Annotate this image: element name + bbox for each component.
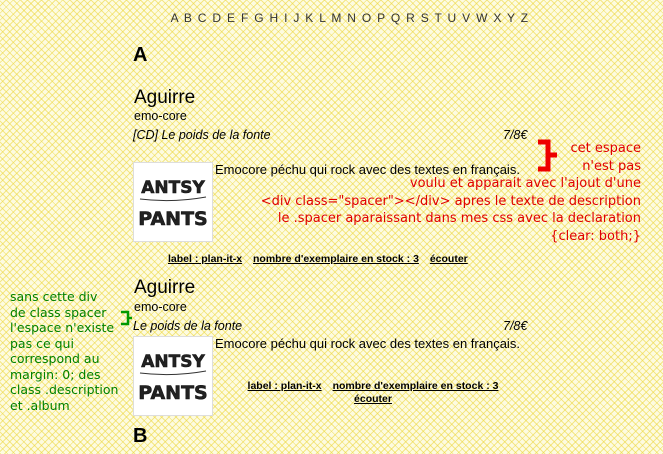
genre: emo-core bbox=[134, 109, 187, 123]
listen-link[interactable]: écouter bbox=[354, 393, 392, 405]
stock-link[interactable]: nombre d'exemplaire en stock : 3 bbox=[332, 380, 499, 392]
price: 7/8€ bbox=[503, 319, 528, 333]
green-bracket-icon bbox=[119, 310, 133, 326]
annotation-line: sans cette div bbox=[10, 289, 98, 304]
description: Emocore péchu qui rock avec des textes en français. bbox=[215, 162, 520, 177]
section-letter-b: B bbox=[133, 425, 148, 447]
annotation-line: le .spacer aparaissant dans mes css avec la declaration bbox=[277, 211, 641, 226]
annotation-line: voulu et apparait avec l'ajout d'une bbox=[409, 176, 641, 191]
annotation-line: cet espace bbox=[570, 141, 641, 156]
album-title: [CD] Le poids de la fonte bbox=[133, 128, 271, 142]
label-link[interactable]: label : plan-it-x bbox=[247, 380, 322, 392]
annotation-line: <div class="spacer"></div> apres le texte de description bbox=[260, 193, 641, 209]
stock-link[interactable]: nombre d'exemplaire en stock : 3 bbox=[253, 253, 419, 265]
cover-text-bottom: PANTS bbox=[138, 208, 208, 230]
annotation-line: {clear: both;} bbox=[550, 228, 641, 244]
cover-text-bottom: PANTS bbox=[138, 382, 208, 404]
artist-name: Aguirre bbox=[134, 277, 196, 298]
cover-text-top: ANTSY bbox=[141, 178, 205, 198]
album-title: Le poids de la fonte bbox=[133, 319, 243, 333]
annotation-line: et .album bbox=[10, 397, 70, 413]
annotation-line: pas ce qui bbox=[10, 335, 74, 351]
album-cover bbox=[133, 162, 213, 242]
album-cover bbox=[133, 336, 213, 416]
red-annotation-body bbox=[261, 175, 641, 245]
green-annotation bbox=[10, 289, 118, 413]
red-bracket-icon bbox=[536, 139, 558, 173]
annotation-line: n'est pas bbox=[582, 158, 641, 174]
entry-links bbox=[164, 253, 472, 265]
artist-name: Aguirre bbox=[134, 87, 196, 108]
annotation-line: l'espace n'existe bbox=[10, 320, 115, 335]
annotation-line: margin: 0; des bbox=[10, 366, 101, 382]
price: 7/8€ bbox=[503, 128, 528, 142]
red-annotation-top bbox=[570, 140, 641, 175]
cover-text-top: ANTSY bbox=[141, 352, 205, 372]
description: Emocore péchu qui rock avec des textes en français. bbox=[215, 336, 520, 351]
annotation-line: class .description bbox=[10, 382, 119, 397]
entry-links bbox=[228, 380, 518, 406]
annotation-line: de class spacer bbox=[10, 304, 107, 320]
section-letter-a: A bbox=[133, 44, 148, 66]
annotation-line: correspond au bbox=[10, 351, 100, 366]
genre: emo-core bbox=[134, 300, 187, 314]
listen-link[interactable]: écouter bbox=[429, 253, 468, 265]
label-link[interactable]: label : plan-it-x bbox=[168, 253, 243, 265]
alphabet-nav[interactable]: A B C D E F G H I J K L M N O P Q R S T U V W X Y Z bbox=[170, 11, 530, 25]
